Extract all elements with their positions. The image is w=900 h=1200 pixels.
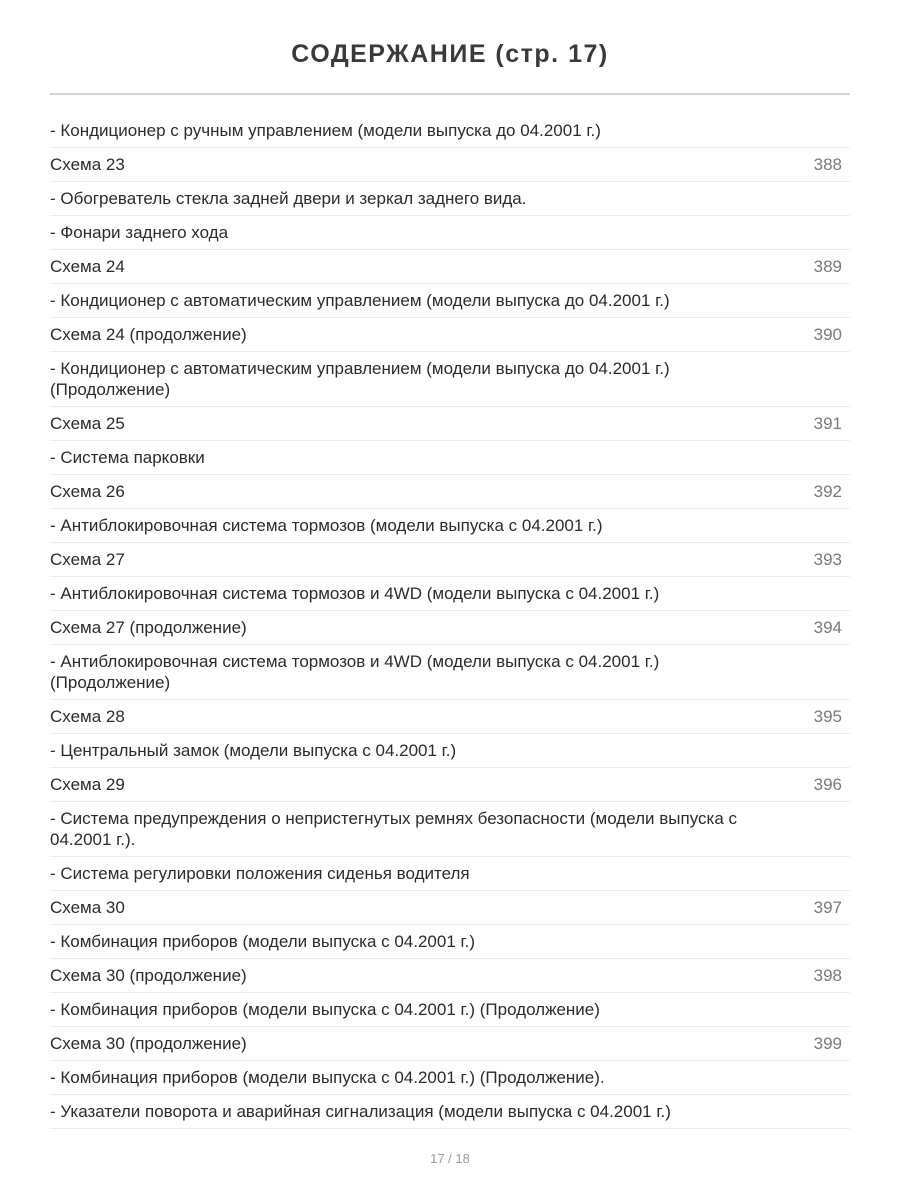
toc-entry-text: Схема 30 (продолжение) [50, 1034, 247, 1053]
toc-entry-text: - Антиблокировочная система тормозов и 4WD (модели выпуска с 04.2001 г.) (Продолжение) [50, 652, 660, 692]
toc-entry-text: - Комбинация приборов (модели выпуска с 04.2001 г.) (Продолжение) [50, 1000, 600, 1019]
toc-entry [50, 959, 850, 993]
toc-entry-text: - Система регулировки положения сиденья водителя [50, 864, 470, 883]
toc-entry-text: - Система предупреждения о непристегнутых ремнях безопасности (модели выпуска с 04.2001 г.). [50, 809, 737, 849]
toc-entry-text: Схема 28 [50, 707, 125, 726]
toc-entry-page: 397 [813, 898, 842, 917]
toc-entry-page: 399 [813, 1034, 842, 1053]
toc-entry-text: - Комбинация приборов (модели выпуска с 04.2001 г.) (Продолжение). [50, 1068, 605, 1087]
toc-entry [50, 1095, 850, 1129]
toc-entry-text: Схема 27 (продолжение) [50, 618, 247, 637]
toc-entry-page: 390 [813, 325, 842, 344]
toc-entry-text: Схема 27 [50, 550, 125, 569]
toc-entry [50, 216, 850, 250]
toc-entry [50, 352, 850, 407]
toc-entry-text: Схема 26 [50, 482, 125, 501]
toc-entry [50, 284, 850, 318]
toc-entry-page: 395 [813, 707, 842, 726]
toc-entry-text: - Центральный замок (модели выпуска с 04.2001 г.) [50, 741, 457, 760]
toc-entry-page: 392 [813, 482, 842, 501]
toc-entry [50, 768, 850, 802]
toc-entry [50, 182, 850, 216]
page-title: СОДЕРЖАНИЕ (стр. 17) [291, 40, 609, 68]
toc-entry [50, 577, 850, 611]
toc-entry [50, 441, 850, 475]
toc-entry [50, 148, 850, 182]
toc-entry [50, 925, 850, 959]
toc-entry-text: Схема 30 (продолжение) [50, 966, 247, 985]
toc-entry-text: Схема 24 [50, 257, 125, 276]
toc-entry [50, 857, 850, 891]
toc-entry-page: 393 [813, 550, 842, 569]
toc-entry-page: 391 [813, 414, 842, 433]
toc-entry [50, 1061, 850, 1095]
page-indicator: 17 / 18 [430, 1151, 470, 1166]
toc-entry [50, 407, 850, 441]
toc-entry [50, 250, 850, 284]
title-divider [50, 93, 850, 95]
toc-entry-text: - Система парковки [50, 448, 205, 467]
toc-entry-page: 388 [813, 155, 842, 174]
toc-entry [50, 645, 850, 700]
toc-list [50, 114, 850, 1129]
toc-entry-page: 396 [813, 775, 842, 794]
toc-entry-text: Схема 23 [50, 155, 125, 174]
toc-entry-text: - Антиблокировочная система тормозов (модели выпуска с 04.2001 г.) [50, 516, 603, 535]
toc-entry [50, 891, 850, 925]
toc-entry-text: - Антиблокировочная система тормозов и 4WD (модели выпуска с 04.2001 г.) [50, 584, 660, 603]
toc-entry-text: - Кондиционер с автоматическим управлением (модели выпуска до 04.2001 г.) (Продолжение) [50, 359, 670, 399]
toc-entry [50, 114, 850, 148]
toc-entry [50, 802, 850, 857]
toc-entry [50, 543, 850, 577]
toc-entry-text: - Кондиционер с ручным управлением (модели выпуска до 04.2001 г.) [50, 121, 601, 140]
toc-entry [50, 700, 850, 734]
toc-entry-text: - Фонари заднего хода [50, 223, 229, 242]
toc-entry-text: - Кондиционер с автоматическим управлением (модели выпуска до 04.2001 г.) [50, 291, 670, 310]
toc-entry-text: Схема 24 (продолжение) [50, 325, 247, 344]
toc-entry-text: Схема 25 [50, 414, 125, 433]
toc-entry-page: 389 [813, 257, 842, 276]
toc-entry-page: 398 [813, 966, 842, 985]
toc-entry [50, 734, 850, 768]
toc-entry-text: - Указатели поворота и аварийная сигнализация (модели выпуска с 04.2001 г.) [50, 1102, 671, 1121]
toc-entry [50, 993, 850, 1027]
toc-entry [50, 1027, 850, 1061]
toc-entry [50, 318, 850, 352]
toc-entry-page: 394 [813, 618, 842, 637]
toc-entry-text: - Комбинация приборов (модели выпуска с 04.2001 г.) [50, 932, 476, 951]
toc-entry-text: Схема 30 [50, 898, 125, 917]
toc-entry [50, 509, 850, 543]
toc-entry-text: Схема 29 [50, 775, 125, 794]
toc-entry [50, 611, 850, 645]
toc-entry [50, 475, 850, 509]
toc-entry-text: - Обогреватель стекла задней двери и зеркал заднего вида. [50, 189, 527, 208]
